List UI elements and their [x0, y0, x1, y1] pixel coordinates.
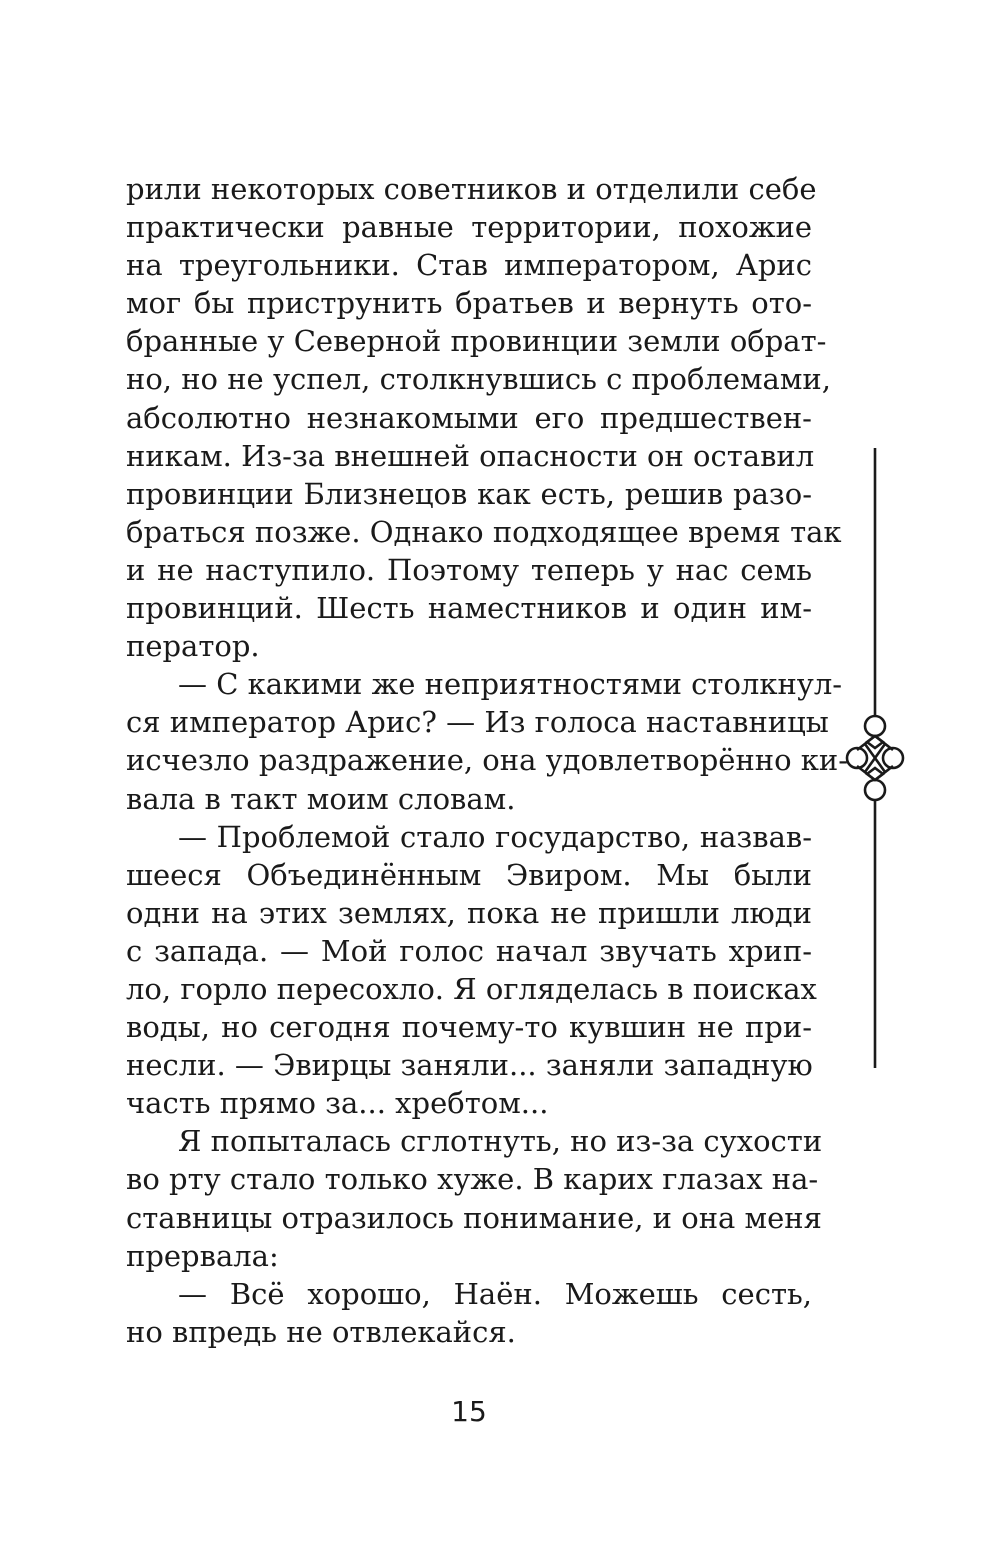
- text-line: Я попыталась сглотнуть, но из-за сухости: [178, 1124, 823, 1159]
- text-line: провинции Близнецов как есть, решив разо-: [126, 476, 812, 511]
- endless-knot-ornament: [843, 448, 907, 1068]
- page-number: 15: [451, 1395, 487, 1428]
- text-line: мог бы приструнить братьев и вернуть ото-: [126, 286, 812, 321]
- text-line: вала в такт моим словам.: [126, 781, 516, 816]
- text-line: но, но не успел, столкнувшись с проблемами,: [126, 362, 831, 397]
- text-line: — С какими же неприятностями столкнул-: [178, 667, 843, 702]
- text-line: никам. Из-за внешней опасности он оставил: [126, 438, 815, 473]
- text-line: с запада. — Мой голос начал звучать хрип-: [126, 933, 812, 968]
- text-line: прервала:: [126, 1238, 279, 1273]
- text-line: ператор.: [126, 629, 260, 664]
- text-line: часть прямо за... хребтом...: [126, 1086, 549, 1121]
- text-line: провинций. Шесть наместников и один им-: [126, 591, 812, 626]
- text-line: во рту стало только хуже. В карих глазах на-: [126, 1162, 819, 1197]
- text-line: воды, но сегодня почему-то кувшин не при-: [126, 1010, 812, 1045]
- text-line: ло, горло пересохло. Я огляделась в поисках: [126, 971, 817, 1006]
- text-line: браться позже. Однако подходящее время так: [126, 514, 842, 549]
- text-line: исчезло раздражение, она удовлетворённо ки-: [126, 743, 849, 778]
- text-line: практически равные территории, похожие: [126, 210, 812, 245]
- text-line: ставницы отразилось понимание, и она меня: [126, 1200, 822, 1235]
- text-line: и не наступило. Поэтому теперь у нас семь: [126, 552, 812, 587]
- text-line: — Проблемой стало государство, назвав-: [178, 819, 812, 854]
- text-line: бранные у Северной провинции земли обрат-: [126, 324, 827, 359]
- text-line: — Всё хорошо, Наён. Можешь сесть,: [178, 1276, 812, 1311]
- text-line: на треугольники. Став императором, Арис: [126, 248, 812, 283]
- text-line: одни на этих землях, пока не пришли люди: [126, 895, 812, 930]
- text-line: несли. — Эвирцы заняли... заняли западную: [126, 1048, 813, 1083]
- body-text: [126, 170, 849, 1351]
- text-line: ся император Арис? — Из голоса наставницы: [126, 705, 829, 740]
- text-line: рили некоторых советников и отделили себе: [126, 172, 817, 206]
- text-line: шееся Объединённым Эвиром. Мы были: [126, 857, 812, 892]
- text-line: но впредь не отвлекайся.: [126, 1314, 516, 1349]
- text-line: абсолютно незнакомыми его предшествен-: [126, 400, 812, 435]
- endless-knot-icon: [847, 448, 903, 1068]
